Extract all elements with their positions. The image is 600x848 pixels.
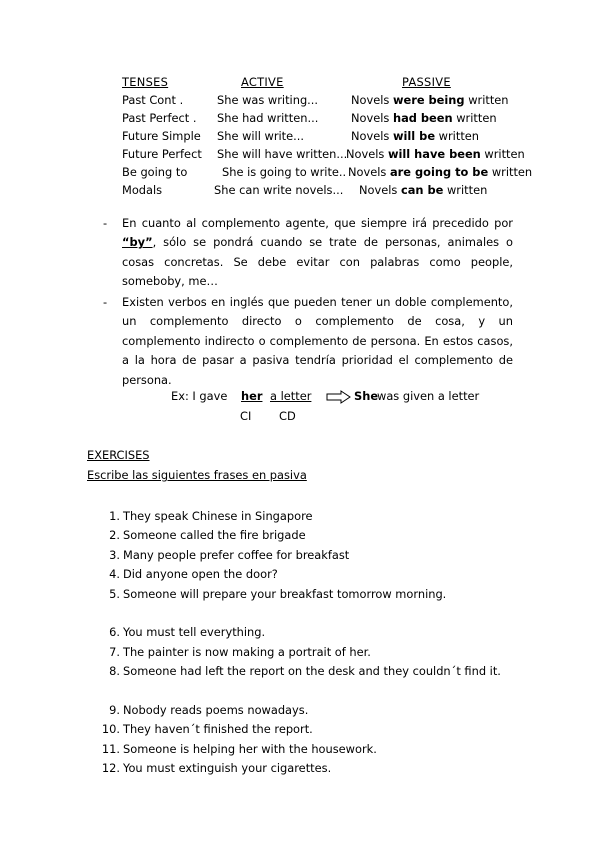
example-result-subject: She <box>354 389 379 403</box>
tense-cell: Be going to <box>122 165 188 179</box>
tenses-table <box>120 73 533 199</box>
list-item: 6. You must tell everything. <box>109 625 266 640</box>
header-tenses: TENSES <box>122 75 169 89</box>
header-active: ACTIVE <box>241 75 284 89</box>
passive-cell: Novels will be written <box>351 129 480 143</box>
passive-cell: Novels will have been written <box>346 147 525 161</box>
exercise-list <box>100 507 520 778</box>
example-ci-label: CI <box>240 409 252 423</box>
table-row <box>120 163 533 181</box>
example-a-letter: a letter <box>270 389 312 403</box>
list-item: 4. Did anyone open the door? <box>109 567 278 582</box>
bullet-dash: - <box>103 216 108 230</box>
tense-cell: Past Cont . <box>122 93 184 107</box>
table-row <box>120 127 520 145</box>
exercises-heading: EXERCISES <box>87 448 150 462</box>
active-cell: She will write... <box>217 129 305 143</box>
passive-cell: Novels can be written <box>359 183 488 197</box>
table-row <box>120 109 520 127</box>
active-cell: She will have written... <box>217 147 348 161</box>
by-keyword: “by” <box>122 235 153 250</box>
list-item: 7. The painter is now making a portrait of her. <box>109 644 371 659</box>
bullet-dash: - <box>103 295 108 309</box>
double-complement-note <box>103 293 513 390</box>
example-sentence <box>171 389 511 429</box>
example-her: her <box>241 389 263 403</box>
agent-note <box>103 214 513 292</box>
passive-cell: Novels were being written <box>351 93 509 107</box>
table-row <box>120 181 520 199</box>
list-spacer <box>100 682 520 701</box>
list-item: 10. They haven´t finished the report. <box>101 722 313 737</box>
table-row <box>120 91 520 109</box>
list-item: 8. Someone had left the report on the desk and they couldn´t find it. <box>109 664 501 679</box>
tense-cell: Future Simple <box>122 129 201 143</box>
exercises-instruction: Escribe las siguientes frases en pasiva <box>87 468 307 482</box>
list-item: 9. Nobody reads poems nowadays. <box>109 702 309 717</box>
header-passive: PASSIVE <box>402 75 451 89</box>
passive-cell: Novels had been written <box>351 111 497 125</box>
list-item: 2. Someone called the fire brigade <box>109 528 306 543</box>
list-spacer <box>100 604 520 623</box>
agent-note-text: En cuanto al complemento agente, que siempre irá precedido por “by”, sólo se pondrá cuando se trate de personas, animales o cosas concretas. Se debe evitar con palabras como people, someboby, me… <box>122 216 513 289</box>
example-cd-label: CD <box>279 409 296 423</box>
list-item: 3. Many people prefer coffee for breakfast <box>109 547 350 562</box>
list-item: 12. You must extinguish your cigarettes. <box>101 761 332 776</box>
example-result-rest: was given a letter <box>377 389 480 403</box>
table-header-row <box>120 73 520 91</box>
passive-cell: Novels are going to be written <box>348 165 533 179</box>
tense-cell: Future Perfect <box>122 147 202 161</box>
double-complement-text: Existen verbos en inglés que pueden tener un doble complemento, un complemento directo o complemento de cosa, y un complemento indirecto o complemento de persona. En estos casos, a la hora de pasar a pasiva tendría prioridad el complemento de persona. <box>122 295 513 387</box>
arrow-right-icon <box>326 390 352 404</box>
active-cell: She is going to write.. <box>222 165 347 179</box>
table-row <box>120 145 525 163</box>
active-cell: She was writing... <box>217 93 319 107</box>
tense-cell: Past Perfect . <box>122 111 197 125</box>
tense-cell: Modals <box>122 183 163 197</box>
example-lead: Ex: I gave <box>171 389 228 403</box>
active-cell: She can write novels... <box>214 183 344 197</box>
list-item: 1. They speak Chinese in Singapore <box>109 509 313 523</box>
list-item: 11. Someone is helping her with the housework. <box>101 741 377 756</box>
list-item: 5. Someone will prepare your breakfast tomorrow morning. <box>109 586 447 601</box>
active-cell: She had written... <box>217 111 319 125</box>
